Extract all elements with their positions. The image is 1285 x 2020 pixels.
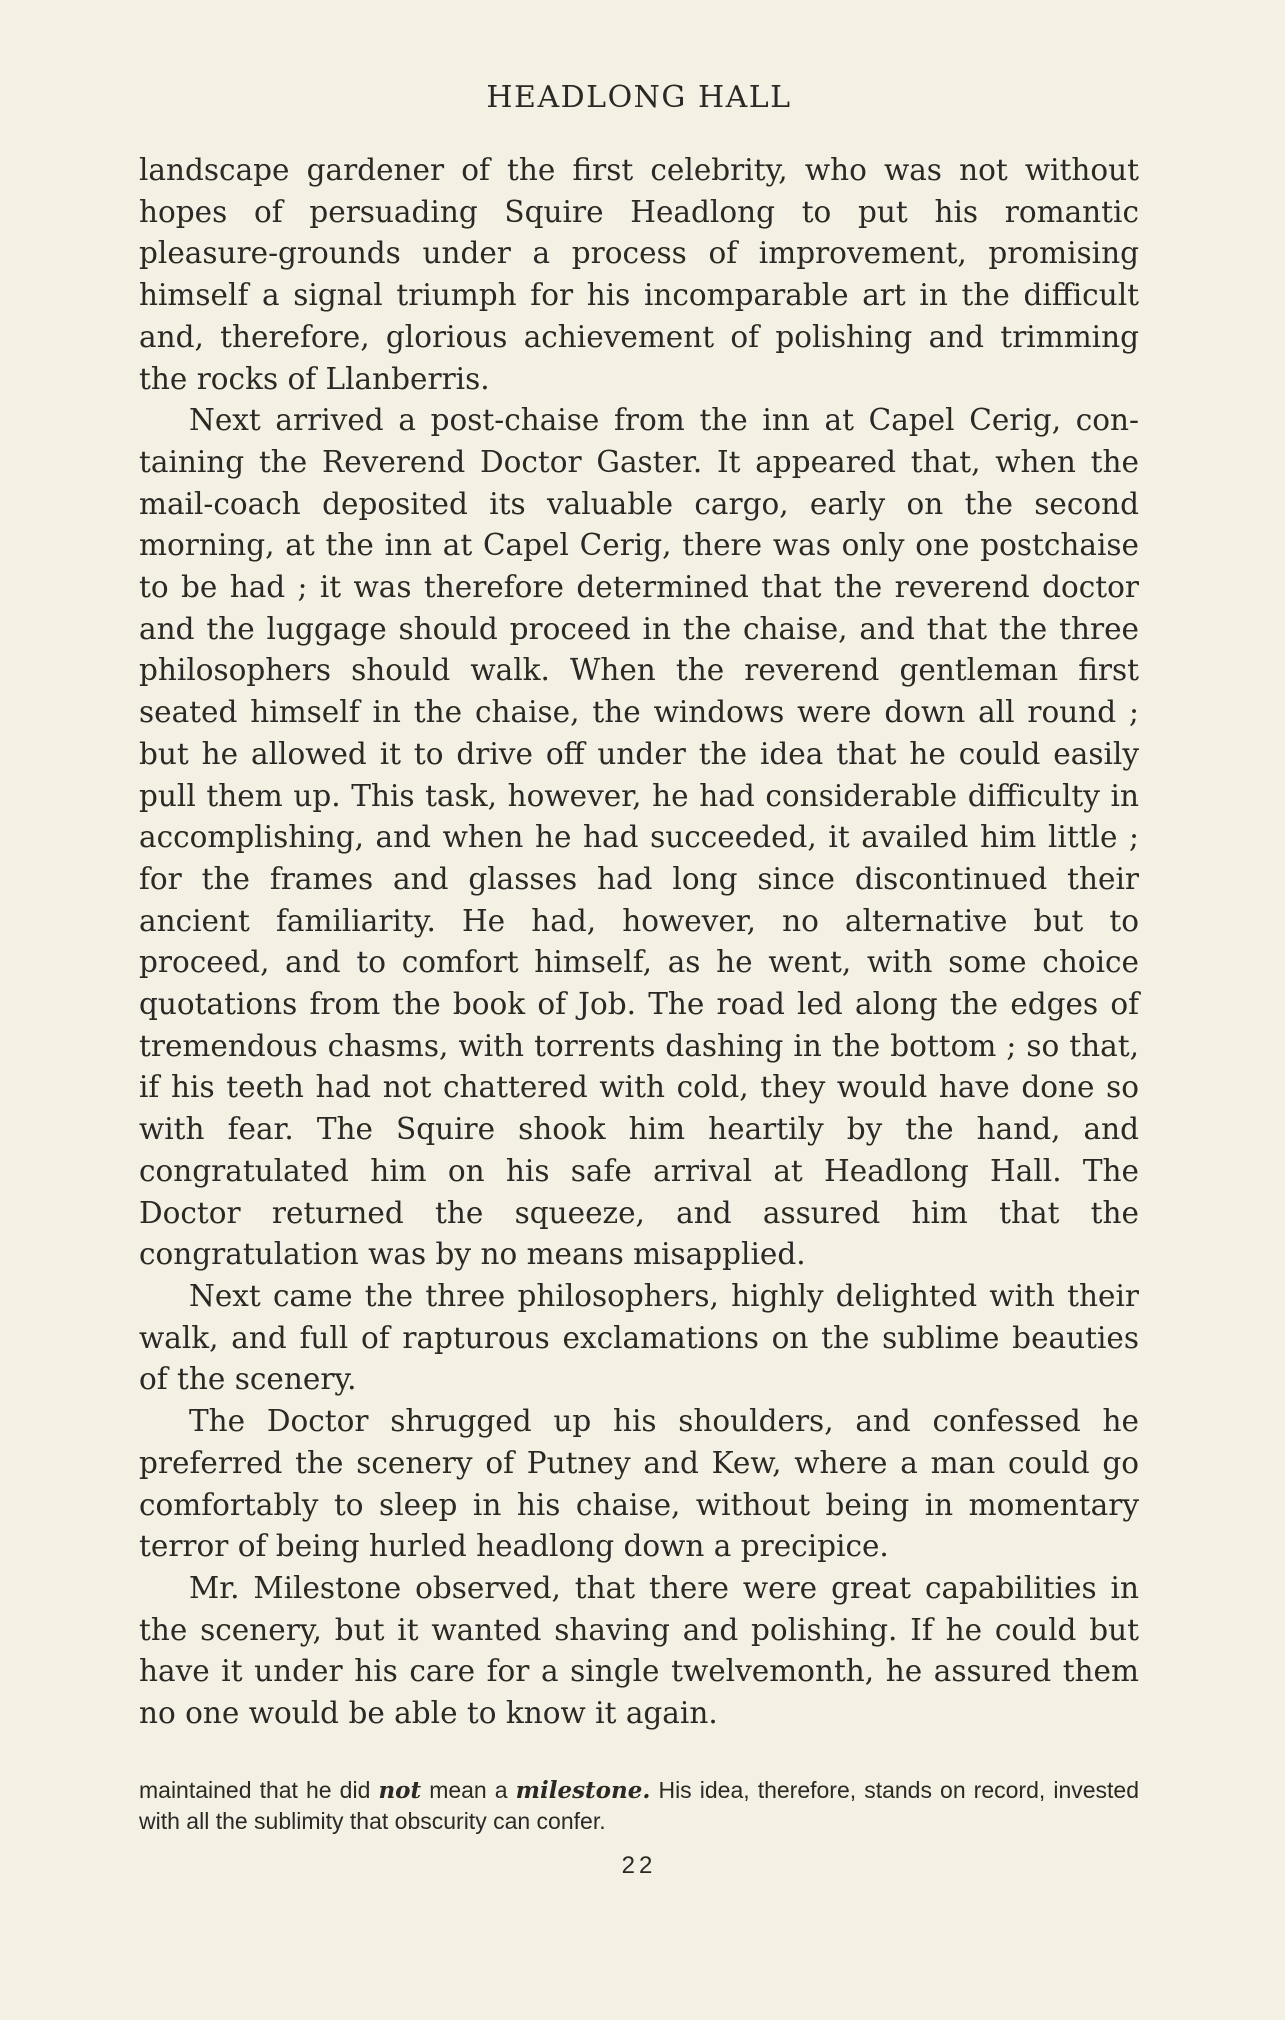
page-number: 22 xyxy=(621,1852,657,1879)
footnote-text xyxy=(139,1775,1139,1836)
body-text xyxy=(139,150,1139,1735)
book-page xyxy=(139,0,1139,2020)
paragraph-doctor-gaster: Next arrived a post-chaise from the inn at Capel Cerig, containing the Reverend Doctor Gaster. It appeared that, when the mail-coach deposited its valuable cargo, early on the second morning, at the inn at Capel Cerig, there was only one postchaise to be had ; it was therefore determined that the reverend doctor and the luggage should proceed in the chaise, and that the three philosophers should walk. When the reverend gentleman first seated himself in the chaise, the windows were down all round ; but he allowed it to drive off under the idea that he could easily pull them up. This task, however, he had considerable difficulty in accomplishing, and when he had succeeded, it availed him little ; for the frames and glasses had long since discontinued their ancient familiarity. He had, however, no alternative but to proceed, and to comfort himself, as he went, with some choice quotations from the book of Job. The road led along the edges of tremendous chasms, with torrents dashing in the bottom ; so that, if his teeth had not chattered with cold, they would have done so with fear. The Squire shook him heartily by the hand, and congratulated him on his safe arrival at Headlong Hall. The Doctor returned the squeeze, and assured him that the congratulation was by no means misapplied. xyxy=(139,403,1139,1272)
footnote-emphasis-not: not xyxy=(378,1777,422,1804)
footnote xyxy=(139,1775,1139,1836)
running-head: HEADLONG HALL xyxy=(486,80,792,115)
paragraph-doctor-scenery: The Doctor shrugged up his shoulders, and confessed he preferred the scenery of Putney and Kew, where a man could go comfortably to sleep in his chaise, without being in momentary terror of being hurled headlong down a precipice. xyxy=(139,1404,1139,1564)
footnote-part-1: maintained that he did xyxy=(139,1777,379,1803)
footnote-part-3: His idea, therefore, stands on record, invested with all the sublimity that obscurity can confer. xyxy=(139,1777,1140,1834)
paragraph-continuation: landscape gardener of the first celebrity, who was not without hopes of persuading Squire Headlong to put his romantic pleasure-grounds under a process of improvement, promising himself a signal triumph for his incomparable art in the difficult and, therefore, glorious achievement of polishing and trimming the rocks of Llanberris. xyxy=(139,153,1139,396)
footnote-part-2: mean a xyxy=(421,1777,516,1803)
paragraph-milestone: Mr. Milestone observed, that there were great capabilities in the scenery, but it wanted shaving and polishing. If he could but have it under his care for a single twelvemonth, he assured them no one would be able to know it again. xyxy=(139,1570,1139,1731)
footnote-emphasis-milestone: milestone. xyxy=(515,1777,651,1804)
paragraph-philosophers: Next came the three philosophers, highly delighted with their walk, and full of rapturous exclamations on the sublime beauties of the scenery. xyxy=(139,1278,1139,1397)
